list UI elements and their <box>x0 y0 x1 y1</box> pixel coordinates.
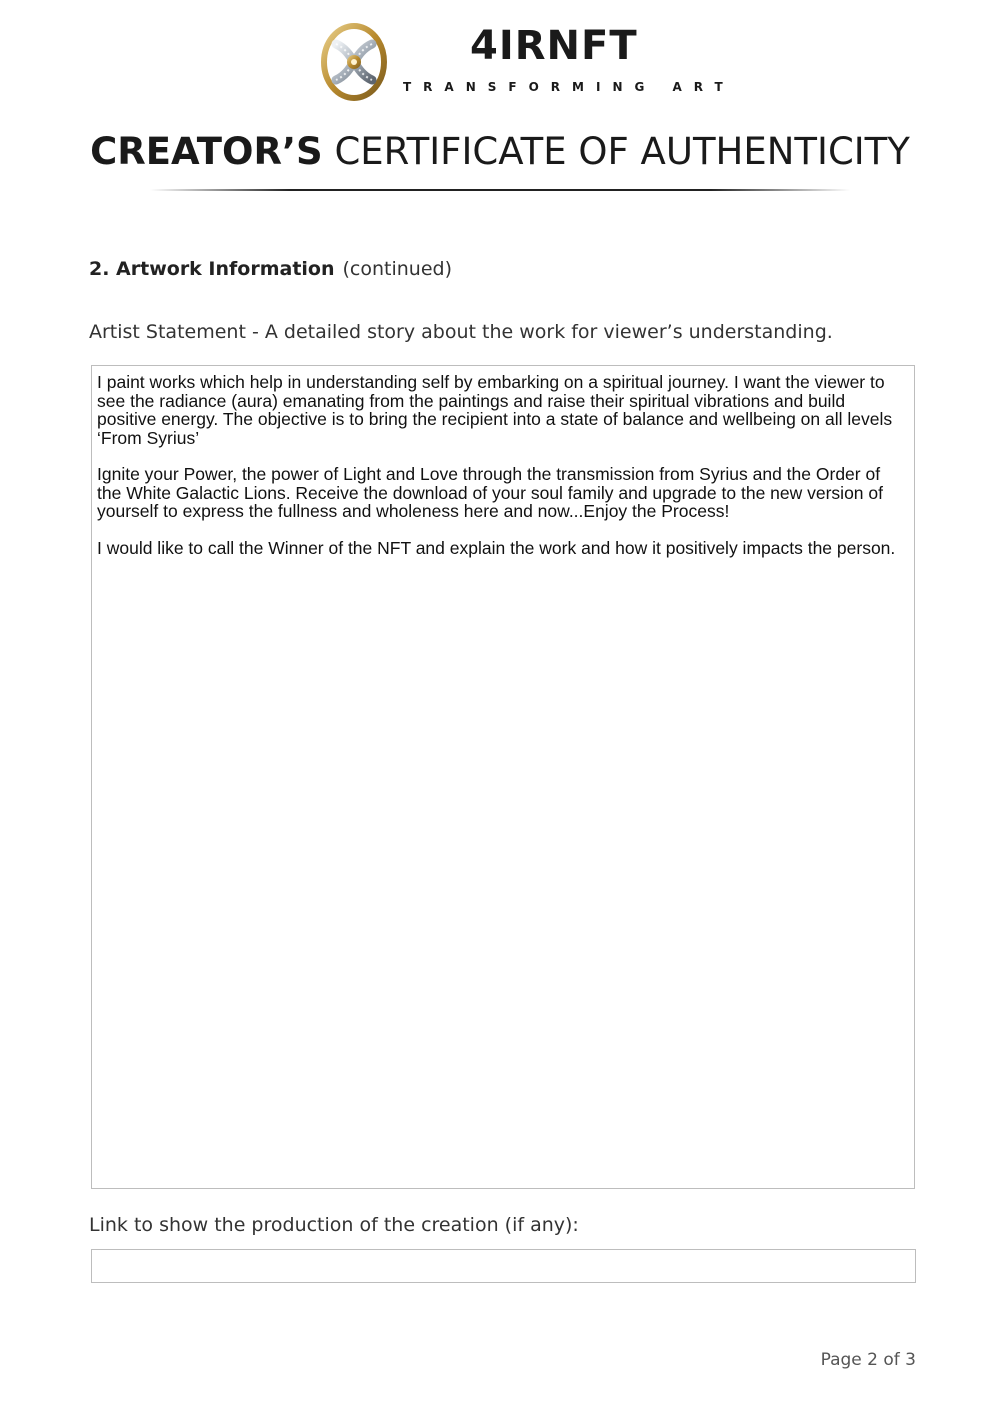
section-heading-title: 2. Artwork Information <box>89 258 335 280</box>
page-title <box>0 130 1000 174</box>
page-number: Page 2 of 3 <box>820 1350 916 1370</box>
section-heading-note: (continued) <box>342 258 453 280</box>
artist-statement-label: Artist Statement - A detailed story about the work for viewer’s understanding. <box>89 321 833 343</box>
statement-paragraph-2: Ignite your Power, the power of Light and Love through the transmission from Syrius and the Order of the White Galactic Lions. Receive the download of your soul family and upgrade to the new version of yourself to express the fullness and wholeness here and now...Enjoy the Process! <box>97 464 883 521</box>
page-title-bold: CREATOR’S <box>90 130 323 173</box>
brand-tagline: TRANSFORMING ART <box>403 80 735 94</box>
statement-paragraph-3: I would like to call the Winner of the NFT and explain the work and how it positively impacts the person. <box>97 537 896 558</box>
title-divider <box>150 189 850 191</box>
production-link-field[interactable] <box>91 1249 916 1283</box>
production-link-label: Link to show the production of the creation (if any): <box>89 1214 579 1236</box>
section-heading <box>89 258 452 280</box>
page-title-light: CERTIFICATE OF AUTHENTICITY <box>334 130 910 173</box>
infinity-knot-logo-icon <box>314 22 394 102</box>
brand-name: 4IRNFT <box>470 23 638 69</box>
artist-statement-field[interactable] <box>91 365 915 1189</box>
certificate-header <box>0 0 1000 200</box>
statement-paragraph-1: I paint works which help in understanding self by embarking on a spiritual journey. I want the viewer to see the radiance (aura) emanating from the paintings and raise their spiritual vibrations and build positive energy. The objective is to bring the recipient into a state of balance and wellbeing on all levels ‘From Syrius’ <box>97 372 893 448</box>
